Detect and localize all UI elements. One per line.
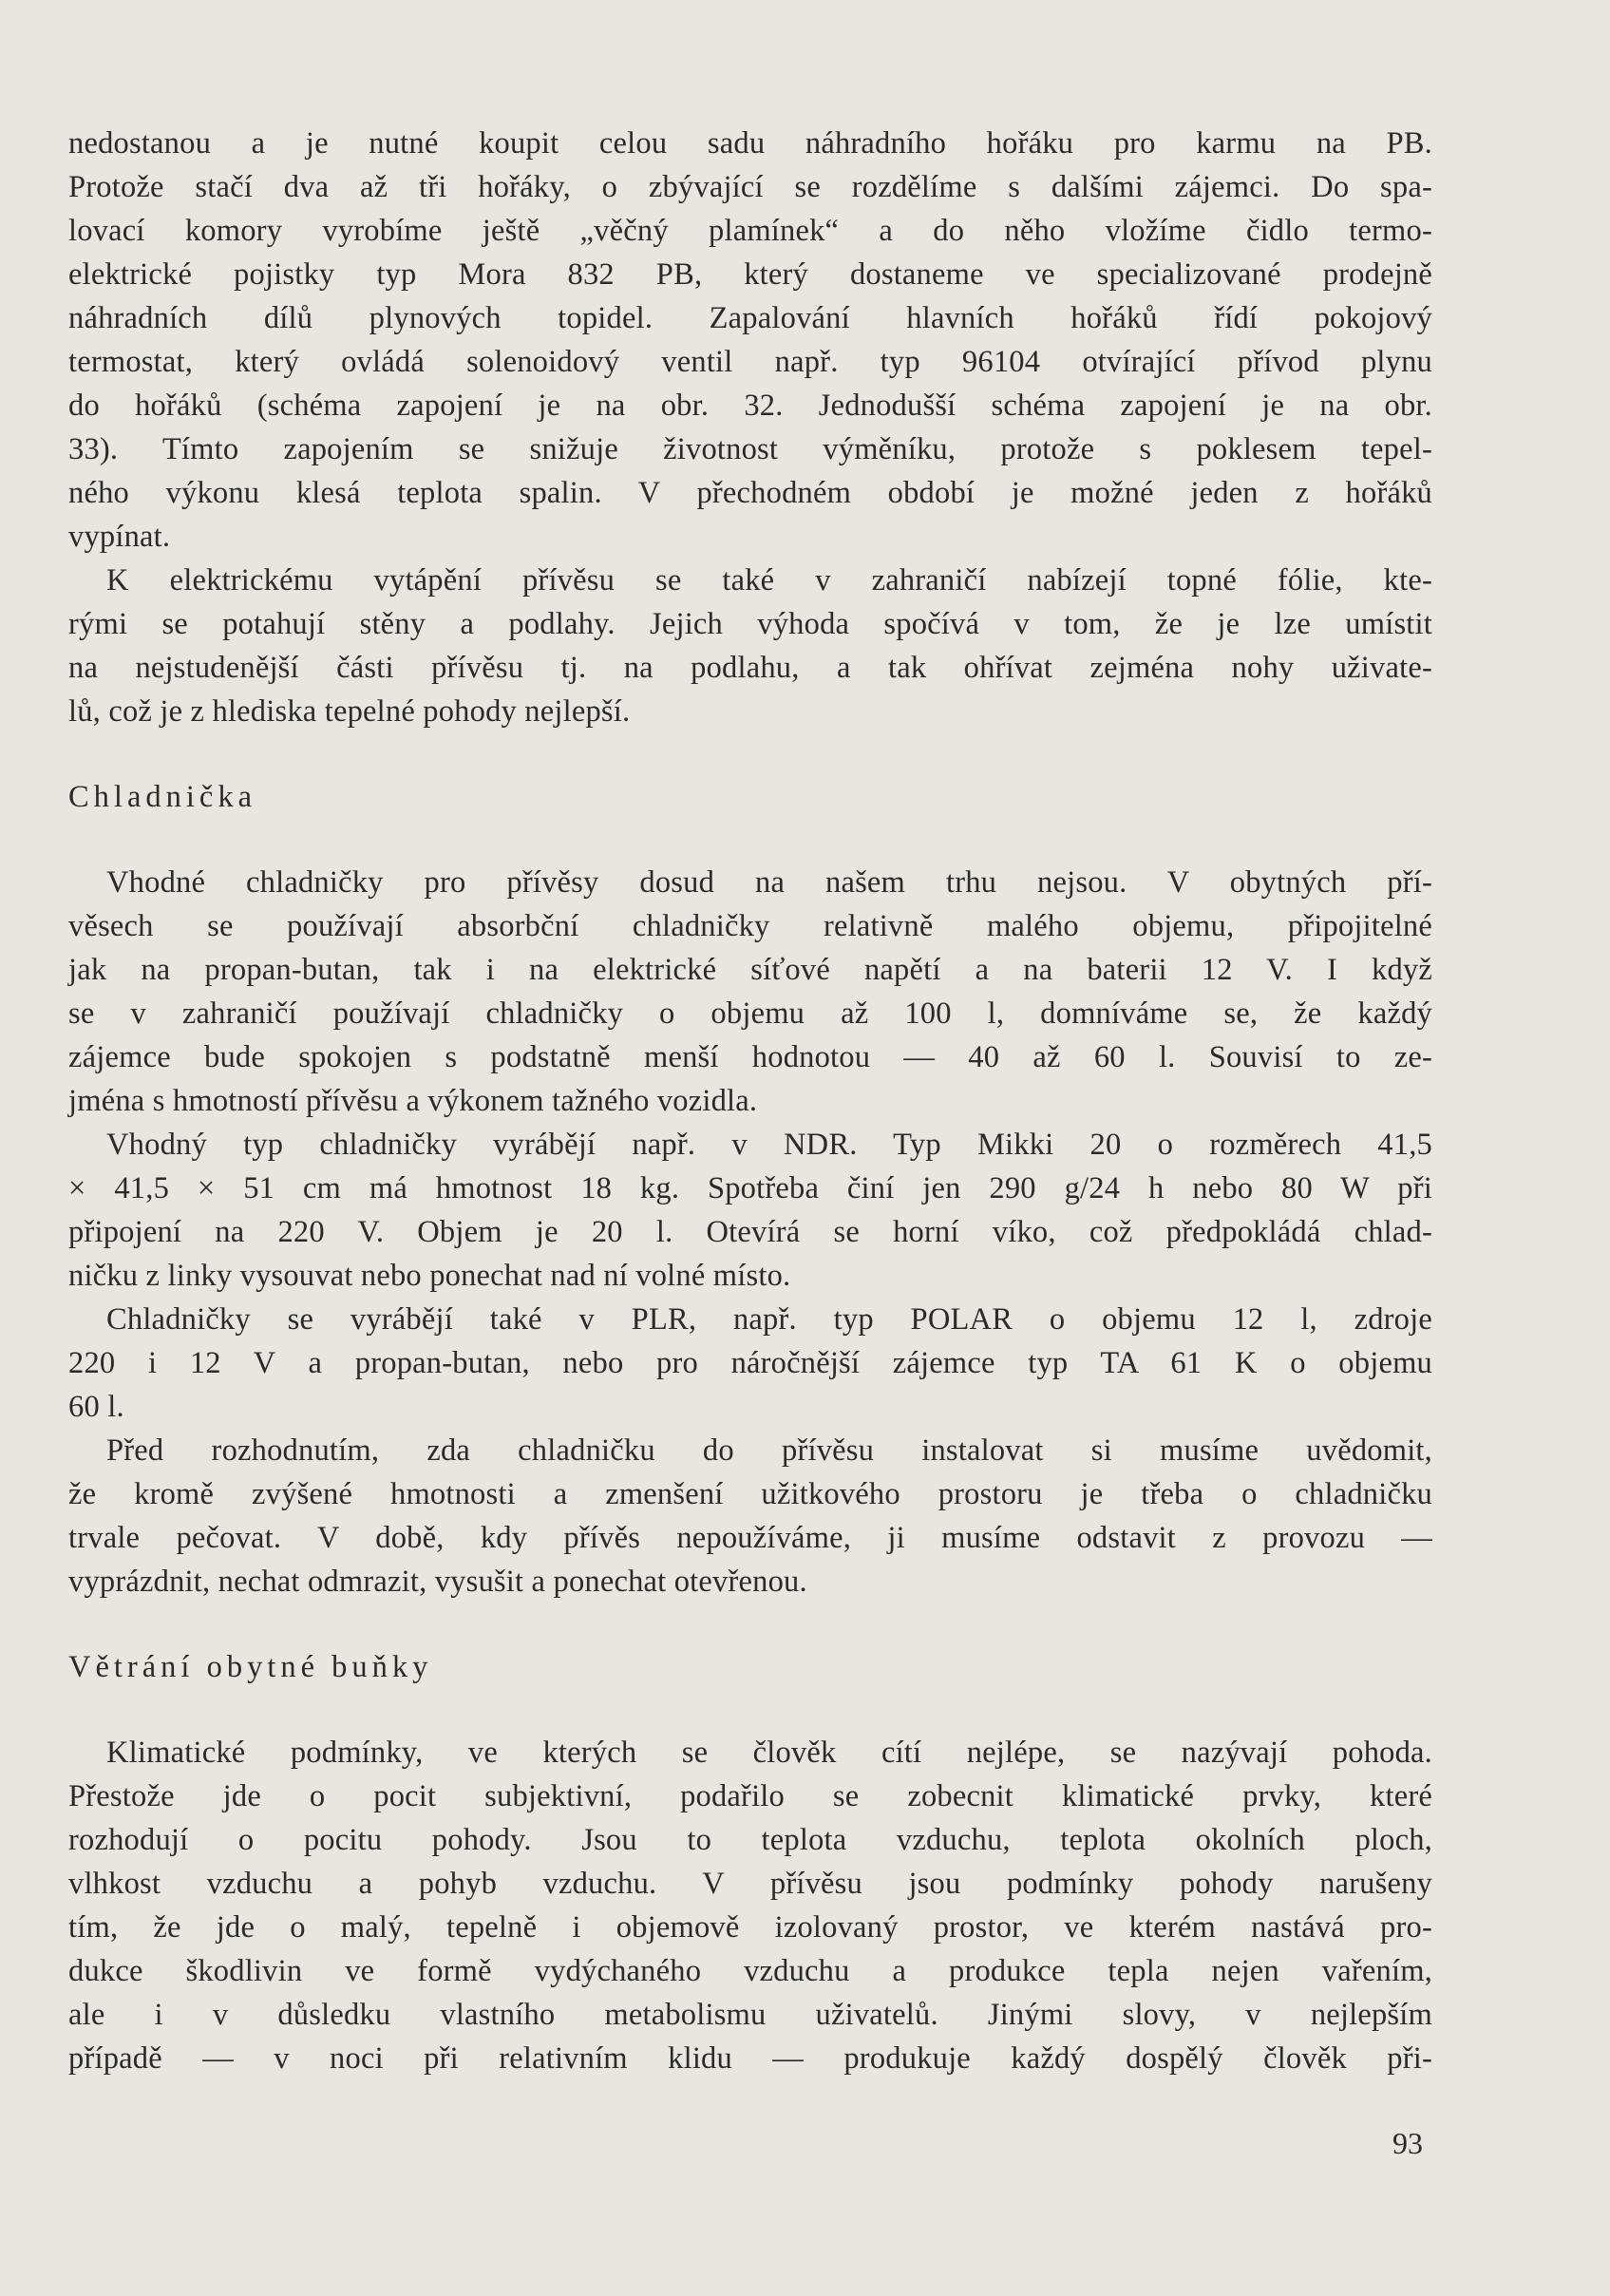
text-line: vlhkost vzduchu a pohyb vzduchu. V přívěsu jsou podmínky pohody narušeny bbox=[68, 1867, 1432, 1901]
text-line: případě — v noci při relativním klidu — produkuje každý dospělý člověk při- bbox=[68, 2041, 1432, 2076]
text-line: Vhodné chladničky pro přívěsy dosud na našem trhu nejsou. V obytných pří- bbox=[106, 865, 1432, 900]
text-line: věsech se používají absorbční chladničky relativně malého objemu, připojitelné bbox=[68, 909, 1432, 943]
text-line: elektrické pojistky typ Mora 832 PB, který dostaneme ve specializované prodejně bbox=[68, 257, 1432, 292]
text-line: vyprázdnit, nechat odmrazit, vysušit a ponechat otevřenou. bbox=[68, 1565, 807, 1599]
text-line: vypínat. bbox=[68, 520, 171, 554]
text-line: ničku z linky vysouvat nebo ponechat nad ní volné místo. bbox=[68, 1259, 791, 1293]
text-line: zájemce bude spokojen s podstatně menší hodnotou — 40 až 60 l. Souvisí to ze- bbox=[68, 1040, 1432, 1074]
text-line: Před rozhodnutím, zda chladničku do přívěsu instalovat si musíme uvědomit, bbox=[106, 1433, 1432, 1468]
text-line: připojení na 220 V. Objem je 20 l. Otevírá se horní víko, což předpokládá chlad- bbox=[68, 1215, 1432, 1249]
text-line: náhradních dílů plynových topidel. Zapalování hlavních hořáků řídí pokojový bbox=[68, 301, 1432, 335]
text-line: trvale pečovat. V době, kdy přívěs nepoužíváme, ji musíme odstavit z provozu — bbox=[68, 1521, 1432, 1555]
text-line: ného výkonu klesá teplota spalin. V přechodném období je možné jeden z hořáků bbox=[68, 476, 1432, 510]
text-line: dukce škodlivin ve formě vydýchaného vzduchu a produkce tepla nejen vařením, bbox=[68, 1954, 1432, 1988]
text-line: 220 i 12 V a propan-butan, nebo pro náročnější zájemce typ TA 61 K o objemu bbox=[68, 1346, 1432, 1380]
text-line: jména s hmotností přívěsu a výkonem tažného vozidla. bbox=[68, 1084, 758, 1118]
paragraph-fridge-polar bbox=[68, 1298, 1432, 1429]
text-line: nedostanou a je nutné koupit celou sadu náhradního hořáku pro karmu na PB. bbox=[68, 126, 1432, 161]
paragraph-fridge-care bbox=[68, 1429, 1432, 1603]
text-line: tím, že jde o malý, tepelně i objemově izolovaný prostor, ve kterém nastává pro- bbox=[68, 1910, 1432, 1945]
paragraph-gas-heater bbox=[68, 122, 1432, 559]
text-line: 33). Tímto zapojením se snižuje životnost výměníku, protože s poklesem tepel- bbox=[68, 432, 1432, 466]
page-body bbox=[68, 122, 1432, 2080]
text-line: lů, což je z hlediska tepelné pohody nejlepší. bbox=[68, 694, 631, 729]
text-line: × 41,5 × 51 cm má hmotnost 18 kg. Spotřeba činí jen 290 g/24 h nebo 80 W při bbox=[68, 1171, 1432, 1205]
page-number: 93 bbox=[1392, 2126, 1423, 2160]
text-line: Klimatické podmínky, ve kterých se člověk cítí nejlépe, se nazývají pohoda. bbox=[106, 1736, 1432, 1770]
text-line: Vhodný typ chladničky vyrábějí např. v NDR. Typ Mikki 20 o rozměrech 41,5 bbox=[106, 1128, 1432, 1162]
section-heading-chladnicka: Chladnička bbox=[68, 780, 257, 814]
text-line: se v zahraničí používají chladničky o objemu až 100 l, domníváme se, že každý bbox=[68, 996, 1432, 1031]
text-line: rozhodují o pocitu pohody. Jsou to teplota vzduchu, teplota okolních ploch, bbox=[68, 1823, 1432, 1857]
paragraph-heating-foils bbox=[68, 559, 1432, 733]
text-line: 60 l. bbox=[68, 1390, 124, 1424]
paragraph-fridge-mikki bbox=[68, 1123, 1432, 1298]
text-line: lovací komory vyrobíme ještě „věčný plamínek“ a do něho vložíme čidlo termo- bbox=[68, 214, 1432, 248]
text-line: ale i v důsledku vlastního metabolismu uživatelů. Jinými slovy, v nejlepším bbox=[68, 1998, 1432, 2032]
section-heading-vetrani: Větrání obytné buňky bbox=[68, 1650, 433, 1684]
text-line: Chladničky se vyrábějí také v PLR, např. typ POLAR o objemu 12 l, zdroje bbox=[106, 1302, 1432, 1337]
text-line: jak na propan-butan, tak i na elektrické síťové napětí a na baterii 12 V. I když bbox=[68, 953, 1432, 987]
text-line: na nejstudenější části přívěsu tj. na podlahu, a tak ohřívat zejména nohy uživate- bbox=[68, 651, 1432, 685]
text-line: K elektrickému vytápění přívěsu se také v zahraničí nabízejí topné fólie, kte- bbox=[106, 563, 1432, 598]
paragraph-ventilation bbox=[68, 1731, 1432, 2080]
text-line: Protože stačí dva až tři hořáky, o zbývající se rozdělíme s dalšími zájemci. Do spa- bbox=[68, 170, 1432, 204]
text-line: Přestože jde o pocit subjektivní, podařilo se zobecnit klimatické prvky, které bbox=[68, 1779, 1432, 1813]
text-line: termostat, který ovládá solenoidový ventil např. typ 96104 otvírající přívod plynu bbox=[68, 345, 1432, 379]
text-line: rými se potahují stěny a podlahy. Jejich výhoda spočívá v tom, že je lze umístit bbox=[68, 607, 1432, 641]
text-line: že kromě zvýšené hmotnosti a zmenšení užitkového prostoru je třeba o chladničku bbox=[68, 1477, 1432, 1511]
paragraph-fridges-intro bbox=[68, 861, 1432, 1123]
text-line: do hořáků (schéma zapojení je na obr. 32. Jednodušší schéma zapojení je na obr. bbox=[68, 389, 1432, 423]
